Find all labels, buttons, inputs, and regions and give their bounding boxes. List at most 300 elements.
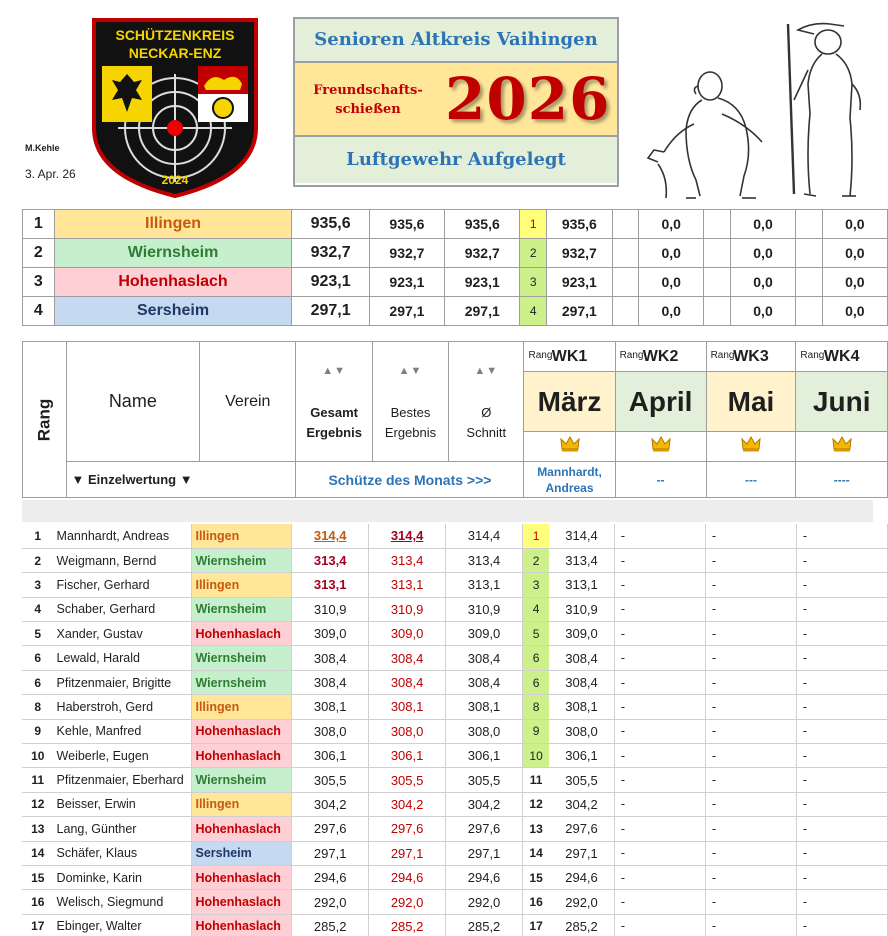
crown-wk2: [615, 432, 706, 462]
team-total: 923,1: [292, 268, 369, 297]
shooter-total: 304,2: [292, 792, 369, 816]
team-wk3-value: 0,0: [730, 297, 795, 326]
shooter-wk1-rank: 9: [522, 719, 549, 743]
shooter-rank: 6: [22, 670, 54, 694]
shooter-club: Illingen: [192, 695, 292, 719]
shooter-rank: 8: [22, 695, 54, 719]
results-header: [22, 341, 888, 498]
sort-arrows-icon[interactable]: ▲▼: [474, 364, 499, 377]
crown-icon: [651, 436, 671, 457]
shooter-rank: 17: [22, 914, 54, 936]
team-wk4-rank: [796, 297, 823, 326]
shooter-total: 297,6: [292, 817, 369, 841]
team-wk4-value: 0,0: [822, 239, 887, 268]
shooter-wk1-rank: 11: [522, 768, 549, 792]
shooter-wk4-value: -: [796, 646, 887, 670]
freundschaft-label: Freundschafts- schießen: [313, 83, 423, 117]
shooter-wk1-value: 306,1: [549, 744, 614, 768]
shooter-name: Kehle, Manfred: [54, 719, 192, 743]
team-wk3-value: 0,0: [730, 268, 795, 297]
shooter-wk3-value: -: [705, 670, 796, 694]
shooter-wk3-value: -: [705, 744, 796, 768]
shooter-total: 308,4: [292, 646, 369, 670]
shooter-wk4-value: -: [796, 914, 887, 936]
shooter-wk3-value: -: [705, 548, 796, 572]
shooter-wk4-value: -: [796, 841, 887, 865]
shooter-best: 313,1: [369, 573, 446, 597]
shooter-club: Illingen: [192, 524, 292, 548]
team-wk2-rank: [612, 210, 639, 239]
shooter-wk4-value: -: [796, 670, 887, 694]
shooter-wk1-value: 294,6: [549, 865, 614, 889]
shooter-wk1-rank: 12: [522, 792, 549, 816]
team-name: Wiernsheim: [54, 239, 292, 268]
year-label: 2026: [445, 65, 611, 133]
schnitt-column-header[interactable]: ▲▼ Ø Schnitt: [449, 342, 524, 462]
shooter-club: Hohenhaslach: [192, 817, 292, 841]
shooter-wk1-value: 305,5: [549, 768, 614, 792]
team-wk1-value: 923,1: [547, 268, 612, 297]
shooter-total: 313,4: [292, 548, 369, 572]
shooter-total: 297,1: [292, 841, 369, 865]
shooter-wk1-rank: 14: [522, 841, 549, 865]
wk3-header: Rang WK3: [706, 342, 796, 372]
einzelwertung-label: ▼ Einzelwertung ▼: [66, 462, 296, 498]
table-row: [22, 622, 888, 646]
table-row: [22, 695, 888, 719]
shooter-name: Schaber, Gerhard: [54, 597, 192, 621]
title-middle: [295, 63, 617, 137]
shooter-avg: 314,4: [446, 524, 523, 548]
crown-wk1: [524, 432, 615, 462]
shooter-name: Ebinger, Walter: [54, 914, 192, 936]
shooter-rank: 6: [22, 646, 54, 670]
shooter-wk4-value: -: [796, 890, 887, 914]
shooter-club: Illingen: [192, 792, 292, 816]
shooter-wk2-value: -: [614, 670, 705, 694]
team-row: [23, 239, 888, 268]
shooter-wk2-value: -: [614, 865, 705, 889]
team-wk1-value: 932,7: [547, 239, 612, 268]
shooter-avg: 308,4: [446, 646, 523, 670]
shooter-best: 310,9: [369, 597, 446, 621]
shooter-wk1-value: 314,4: [549, 524, 614, 548]
team-avg: 923,1: [445, 268, 520, 297]
shooter-wk3-value: -: [705, 524, 796, 548]
shooter-total: 313,1: [292, 573, 369, 597]
team-name: Illingen: [54, 210, 292, 239]
shooter-best: 297,1: [369, 841, 446, 865]
shooter-name: Haberstroh, Gerd: [54, 695, 192, 719]
shooter-wk1-value: 310,9: [549, 597, 614, 621]
team-wk3-value: 0,0: [730, 239, 795, 268]
shooter-wk4-value: -: [796, 744, 887, 768]
shooter-avg: 308,0: [446, 719, 523, 743]
team-best: 297,1: [369, 297, 444, 326]
team-avg: 932,7: [445, 239, 520, 268]
team-rank: 2: [23, 239, 55, 268]
shooter-club: Hohenhaslach: [192, 622, 292, 646]
shooter-best: 285,2: [369, 914, 446, 936]
shooter-best: 305,5: [369, 768, 446, 792]
shooter-name: Pfitzenmaier, Eberhard: [54, 768, 192, 792]
shooter-name: Weigmann, Bernd: [54, 548, 192, 572]
team-wk3-rank: [704, 297, 731, 326]
shooter-club: Hohenhaslach: [192, 719, 292, 743]
team-wk2-rank: [612, 268, 639, 297]
shooter-avg: 305,5: [446, 768, 523, 792]
shooter-wk3-value: -: [705, 890, 796, 914]
shooter-rank: 15: [22, 865, 54, 889]
shooter-avg: 294,6: [446, 865, 523, 889]
shooter-wk3-value: -: [705, 573, 796, 597]
shooter-wk2-value: -: [614, 524, 705, 548]
shooter-name: Schäfer, Klaus: [54, 841, 192, 865]
crown-icon: [560, 436, 580, 457]
table-row: [22, 768, 888, 792]
schuetze-des-monats-label: Schütze des Monats >>>: [296, 462, 524, 498]
crown-wk4: [796, 432, 888, 462]
shooter-avg: 285,2: [446, 914, 523, 936]
team-wk2-rank: [612, 297, 639, 326]
shooter-avg: 308,4: [446, 670, 523, 694]
shooter-best: 304,2: [369, 792, 446, 816]
shooter-total: 292,0: [292, 890, 369, 914]
verein-column-header: Verein: [200, 342, 296, 462]
shooter-wk1-rank: 4: [522, 597, 549, 621]
shooter-name: Dominke, Karin: [54, 865, 192, 889]
shooter-club: Wiernsheim: [192, 768, 292, 792]
shooter-rank: 16: [22, 890, 54, 914]
shooter-rank: 13: [22, 817, 54, 841]
shooter-wk3-value: -: [705, 914, 796, 936]
shooter-wk2-value: -: [614, 695, 705, 719]
shooter-club: Hohenhaslach: [192, 914, 292, 936]
shooter-wk4-value: -: [796, 768, 887, 792]
team-wk1-rank: 3: [520, 268, 547, 297]
badge-top-text: SCHÜTZENKREIS: [115, 27, 235, 43]
table-row: [22, 646, 888, 670]
shooter-wk1-rank: 6: [522, 646, 549, 670]
title-box: [293, 17, 619, 187]
winner-wk4: ----: [796, 462, 888, 498]
shooter-total: 310,9: [292, 597, 369, 621]
club-badge-logo: [90, 16, 260, 198]
shooter-club: Hohenhaslach: [192, 890, 292, 914]
discipline-label: Luftgewehr Aufgelegt: [295, 137, 617, 183]
shooter-wk2-value: -: [614, 914, 705, 936]
shooter-wk1-value: 292,0: [549, 890, 614, 914]
shooter-wk3-value: -: [705, 792, 796, 816]
shooter-wk2-value: -: [614, 890, 705, 914]
shooter-avg: 297,1: [446, 841, 523, 865]
team-rank: 4: [23, 297, 55, 326]
shooter-wk4-value: -: [796, 695, 887, 719]
team-rank: 3: [23, 268, 55, 297]
shooter-name: Mannhardt, Andreas: [54, 524, 192, 548]
shooter-wk1-value: 308,4: [549, 670, 614, 694]
shooter-wk4-value: -: [796, 719, 887, 743]
shooter-wk4-value: -: [796, 622, 887, 646]
bestes-column-header[interactable]: ▲▼ Bestes Ergebnis: [372, 342, 448, 462]
month-juni: Juni: [796, 372, 888, 432]
team-wk2-value: 0,0: [639, 239, 704, 268]
team-wk3-value: 0,0: [730, 210, 795, 239]
shooter-wk4-value: -: [796, 817, 887, 841]
shooter-wk1-value: 308,1: [549, 695, 614, 719]
shooter-wk1-value: 297,1: [549, 841, 614, 865]
shooter-total: 285,2: [292, 914, 369, 936]
shooter-wk1-value: 308,0: [549, 719, 614, 743]
team-wk1-value: 935,6: [547, 210, 612, 239]
badge-middle-text: NECKAR-ENZ: [128, 45, 222, 61]
shooter-avg: 292,0: [446, 890, 523, 914]
shooter-wk4-value: -: [796, 524, 887, 548]
winner-wk2: --: [615, 462, 706, 498]
crown-wk3: [706, 432, 796, 462]
shooter-rank: 3: [22, 573, 54, 597]
month-maerz: März: [524, 372, 615, 432]
shooter-club: Hohenhaslach: [192, 744, 292, 768]
shooter-rank: 14: [22, 841, 54, 865]
shooter-wk3-value: -: [705, 719, 796, 743]
shooter-wk1-rank: 1: [522, 524, 549, 548]
table-row: [22, 719, 888, 743]
shooter-avg: 297,6: [446, 817, 523, 841]
table-row: [22, 817, 888, 841]
team-avg: 935,6: [445, 210, 520, 239]
shooter-wk2-value: -: [614, 597, 705, 621]
shooter-club: Wiernsheim: [192, 597, 292, 621]
shooter-wk1-rank: 17: [522, 914, 549, 936]
shooter-wk1-value: 309,0: [549, 622, 614, 646]
team-wk1-rank: 1: [520, 210, 547, 239]
table-row: [22, 865, 888, 889]
shooter-name: Beisser, Erwin: [54, 792, 192, 816]
team-wk4-value: 0,0: [822, 210, 887, 239]
shooter-wk4-value: -: [796, 597, 887, 621]
shooter-rank: 4: [22, 597, 54, 621]
shooter-best: 308,1: [369, 695, 446, 719]
shooter-club: Wiernsheim: [192, 548, 292, 572]
crown-icon: [741, 436, 761, 457]
shooter-best: 306,1: [369, 744, 446, 768]
shooter-wk3-value: -: [705, 695, 796, 719]
shooter-wk1-rank: 6: [522, 670, 549, 694]
shooter-best: 309,0: [369, 622, 446, 646]
shooter-wk3-value: -: [705, 817, 796, 841]
team-table: [22, 209, 888, 326]
shooter-total: 308,1: [292, 695, 369, 719]
individual-results-table: [22, 524, 888, 936]
shooter-avg: 313,1: [446, 573, 523, 597]
shooter-wk3-value: -: [705, 768, 796, 792]
shooter-rank: 2: [22, 548, 54, 572]
team-wk4-rank: [796, 268, 823, 297]
shooter-wk1-rank: 8: [522, 695, 549, 719]
sort-arrows-icon[interactable]: ▲▼: [398, 364, 423, 377]
team-total: 297,1: [292, 297, 369, 326]
wk2-header: Rang WK2: [615, 342, 706, 372]
shooter-best: 308,0: [369, 719, 446, 743]
shooter-wk4-value: -: [796, 865, 887, 889]
winner-wk3: ---: [706, 462, 796, 498]
shooter-name: Lang, Günther: [54, 817, 192, 841]
table-row: [22, 524, 888, 548]
shooter-wk1-rank: 3: [522, 573, 549, 597]
shooter-wk4-value: -: [796, 548, 887, 572]
shooter-wk1-value: 285,2: [549, 914, 614, 936]
shooter-name: Pfitzenmaier, Brigitte: [54, 670, 192, 694]
shooter-best: 313,4: [369, 548, 446, 572]
shooter-best: 292,0: [369, 890, 446, 914]
team-wk4-value: 0,0: [822, 268, 887, 297]
table-row: [22, 744, 888, 768]
shooter-total: 308,4: [292, 670, 369, 694]
team-avg: 297,1: [445, 297, 520, 326]
shooter-club: Wiernsheim: [192, 670, 292, 694]
shooter-wk2-value: -: [614, 719, 705, 743]
shooter-avg: 313,4: [446, 548, 523, 572]
shooter-total: 308,0: [292, 719, 369, 743]
table-row: [22, 890, 888, 914]
shooter-rank: 1: [22, 524, 54, 548]
shooter-wk2-value: -: [614, 622, 705, 646]
table-row: [22, 597, 888, 621]
gesamt-column-header[interactable]: ▲▼ Gesamt Ergebnis: [296, 342, 373, 462]
sort-arrows-icon[interactable]: ▲▼: [322, 364, 347, 377]
shooter-name: Weiberle, Eugen: [54, 744, 192, 768]
shooter-wk1-rank: 2: [522, 548, 549, 572]
team-wk1-rank: 4: [520, 297, 547, 326]
table-row: [22, 914, 888, 936]
shooter-total: 305,5: [292, 768, 369, 792]
shooter-rank: 9: [22, 719, 54, 743]
shooter-wk1-rank: 16: [522, 890, 549, 914]
team-wk3-rank: [704, 239, 731, 268]
shooter-wk1-value: 304,2: [549, 792, 614, 816]
name-column-header: Name: [66, 342, 200, 462]
shooter-best: 308,4: [369, 646, 446, 670]
month-mai: Mai: [706, 372, 796, 432]
shooter-wk2-value: -: [614, 744, 705, 768]
team-total: 932,7: [292, 239, 369, 268]
team-wk2-value: 0,0: [639, 297, 704, 326]
shooter-total: 306,1: [292, 744, 369, 768]
shooter-wk4-value: -: [796, 573, 887, 597]
shooter-wk1-rank: 15: [522, 865, 549, 889]
team-wk1-value: 297,1: [547, 297, 612, 326]
shooter-name: Welisch, Siegmund: [54, 890, 192, 914]
team-wk4-value: 0,0: [822, 297, 887, 326]
shooter-wk2-value: -: [614, 792, 705, 816]
table-row: [22, 548, 888, 572]
team-rank: 1: [23, 210, 55, 239]
shooter-total: 309,0: [292, 622, 369, 646]
team-name: Sersheim: [54, 297, 292, 326]
shooter-name: Fischer, Gerhard: [54, 573, 192, 597]
shooter-club: Wiernsheim: [192, 646, 292, 670]
shooter-wk1-value: 313,1: [549, 573, 614, 597]
shooter-best: 297,6: [369, 817, 446, 841]
shooter-wk4-value: -: [796, 792, 887, 816]
shooter-wk1-rank: 13: [522, 817, 549, 841]
shooter-club: Sersheim: [192, 841, 292, 865]
shooter-total: 314,4: [292, 524, 369, 548]
date-label: 3. Apr. 26: [25, 167, 76, 181]
shooter-avg: 310,9: [446, 597, 523, 621]
shooter-wk1-rank: 5: [522, 622, 549, 646]
shooter-rank: 10: [22, 744, 54, 768]
shooter-wk2-value: -: [614, 646, 705, 670]
shooter-wk2-value: -: [614, 817, 705, 841]
shooter-club: Hohenhaslach: [192, 865, 292, 889]
team-wk2-value: 0,0: [639, 210, 704, 239]
winner-wk1: Mannhardt, Andreas: [524, 462, 615, 498]
shooter-wk1-value: 313,4: [549, 548, 614, 572]
separator-band: [22, 500, 873, 522]
shooter-rank: 5: [22, 622, 54, 646]
shooter-wk3-value: -: [705, 841, 796, 865]
team-wk4-rank: [796, 210, 823, 239]
shooter-wk3-value: -: [705, 622, 796, 646]
shooter-wk2-value: -: [614, 548, 705, 572]
badge-year: 2024: [161, 173, 189, 187]
team-wk2-rank: [612, 239, 639, 268]
team-wk4-rank: [796, 239, 823, 268]
team-wk3-rank: [704, 268, 731, 297]
shooter-rank: 12: [22, 792, 54, 816]
shooter-wk3-value: -: [705, 646, 796, 670]
team-total: 935,6: [292, 210, 369, 239]
wk4-header: Rang WK4: [796, 342, 888, 372]
team-best: 935,6: [369, 210, 444, 239]
shooter-name: Xander, Gustav: [54, 622, 192, 646]
shooter-wk2-value: -: [614, 841, 705, 865]
shooter-wk1-value: 308,4: [549, 646, 614, 670]
team-wk1-rank: 2: [520, 239, 547, 268]
shooter-wk1-rank: 10: [522, 744, 549, 768]
shooter-avg: 308,1: [446, 695, 523, 719]
shooter-name: Lewald, Harald: [54, 646, 192, 670]
shooter-rank: 11: [22, 768, 54, 792]
team-row: [23, 297, 888, 326]
shooter-club: Illingen: [192, 573, 292, 597]
month-april: April: [615, 372, 706, 432]
author-label: M.Kehle: [25, 143, 60, 153]
team-best: 932,7: [369, 239, 444, 268]
shooter-avg: 304,2: [446, 792, 523, 816]
team-best: 923,1: [369, 268, 444, 297]
team-wk2-value: 0,0: [639, 268, 704, 297]
shooters-cartoon: [638, 14, 870, 200]
shooter-avg: 309,0: [446, 622, 523, 646]
crown-icon: [832, 436, 852, 457]
table-row: [22, 841, 888, 865]
shooter-wk2-value: -: [614, 768, 705, 792]
shooter-best: 294,6: [369, 865, 446, 889]
shooter-best: 314,4: [369, 524, 446, 548]
shooter-total: 294,6: [292, 865, 369, 889]
table-row: [22, 573, 888, 597]
table-row: [22, 792, 888, 816]
shooter-wk1-value: 297,6: [549, 817, 614, 841]
shooter-wk3-value: -: [705, 597, 796, 621]
team-row: [23, 268, 888, 297]
team-wk3-rank: [704, 210, 731, 239]
team-row: [23, 210, 888, 239]
rang-column-header: Rang: [23, 342, 67, 498]
